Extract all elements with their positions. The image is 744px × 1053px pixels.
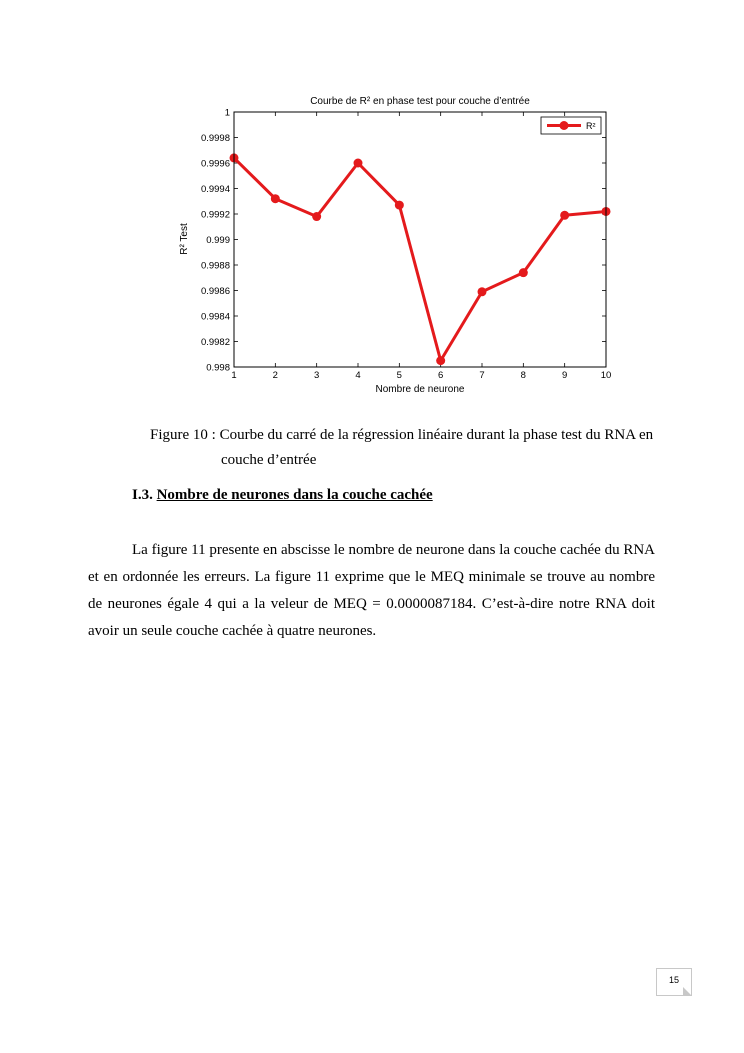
x-tick-label: 1 bbox=[231, 370, 237, 381]
series-line bbox=[234, 158, 606, 361]
data-point bbox=[354, 159, 363, 168]
y-tick-label: 1 bbox=[224, 107, 230, 119]
x-tick-label: 6 bbox=[438, 370, 444, 381]
page-corner-fold bbox=[683, 987, 692, 996]
section-title: Nombre de neurones dans la couche cachée bbox=[156, 487, 433, 503]
y-tick-label: 0.998 bbox=[206, 362, 230, 374]
x-tick-label: 3 bbox=[314, 370, 320, 381]
legend-label: R² bbox=[586, 121, 596, 131]
page-number-box bbox=[656, 968, 692, 996]
y-tick-label: 0.9988 bbox=[200, 260, 230, 272]
section-heading bbox=[132, 487, 433, 504]
y-tick-label: 0.999 bbox=[206, 235, 230, 246]
data-point bbox=[436, 356, 445, 365]
y-tick-label: 0.9996 bbox=[200, 158, 230, 170]
x-axis-label: Nombre de neurone bbox=[375, 384, 465, 395]
data-point bbox=[395, 201, 404, 210]
data-point bbox=[519, 268, 528, 277]
legend bbox=[541, 117, 601, 134]
legend-swatch-marker bbox=[560, 121, 569, 130]
y-tick-label: 0.9984 bbox=[200, 311, 230, 323]
y-tick-label: 0.9998 bbox=[200, 133, 230, 144]
x-tick-label: 7 bbox=[479, 370, 485, 381]
y-axis-label: R² Test bbox=[179, 223, 190, 255]
body-paragraph: La figure 11 presente en abscisse le nombre de neurone dans la couche cachée du RNA et en ordonnée les erreurs. La figure 11 exprime que le MEQ minimale se trouve au nombre de neurones égale 4 qui a la veleur de MEQ = 0.0000087184. C’est-à-dire notre RNA doit avoir un seule couche cachée à quatre neurones. bbox=[88, 542, 655, 639]
x-tick-label: 8 bbox=[520, 370, 526, 381]
data-point bbox=[271, 194, 280, 203]
caption-line-2: couche d’entrée bbox=[221, 452, 317, 468]
y-tick-label: 0.9994 bbox=[200, 184, 230, 195]
y-tick-label: 0.9982 bbox=[200, 337, 230, 348]
x-tick-label: 4 bbox=[355, 370, 361, 381]
x-tick-label: 9 bbox=[562, 370, 568, 381]
x-tick-label: 10 bbox=[600, 370, 612, 381]
plot-frame bbox=[234, 112, 606, 367]
data-point bbox=[312, 212, 321, 221]
x-tick-label: 2 bbox=[272, 370, 278, 381]
section-number: I.3. bbox=[132, 487, 153, 503]
caption-line-1: Figure 10 : Courbe du carré de la régression linéaire durant la phase test du RNA en bbox=[150, 427, 654, 443]
figure-caption bbox=[150, 423, 656, 473]
r2-test-line-chart bbox=[170, 88, 620, 398]
y-tick-label: 0.9992 bbox=[200, 209, 230, 221]
data-point bbox=[478, 287, 487, 296]
x-tick-label: 5 bbox=[396, 370, 402, 381]
y-tick-label: 0.9986 bbox=[200, 286, 230, 297]
chart-title: Courbe de R² en phase test pour couche d’entrée bbox=[310, 96, 530, 107]
page-number: 15 bbox=[668, 975, 679, 985]
data-point bbox=[560, 211, 569, 220]
